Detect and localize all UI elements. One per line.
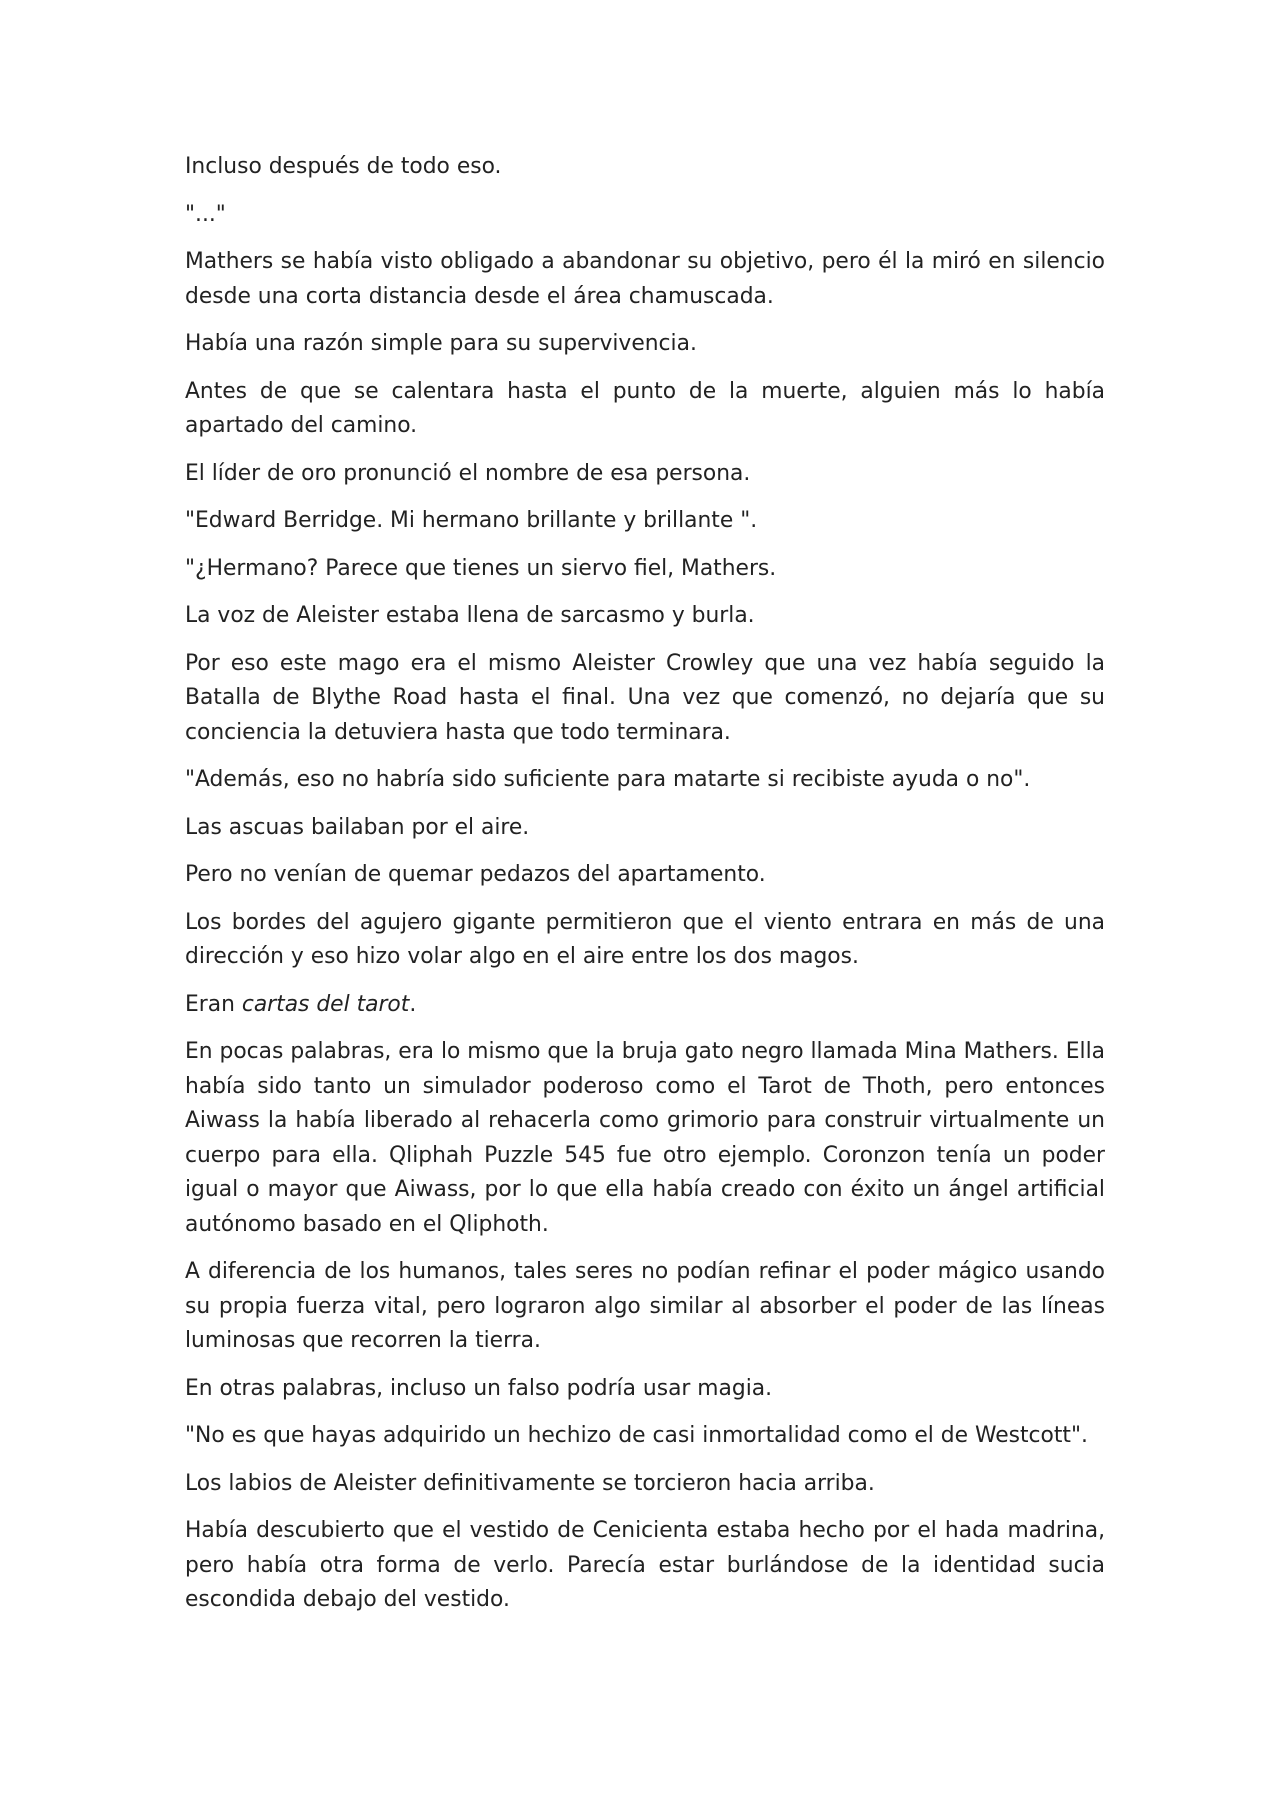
- tarot-prefix: Eran: [185, 991, 242, 1017]
- paragraph: Los bordes del agujero gigante permitieron que el viento entrara en más de una dirección y eso hizo volar algo en el aire entre los dos magos.: [185, 909, 1105, 969]
- paragraph: Los labios de Aleister definitivamente se torcieron hacia arriba.: [185, 1470, 875, 1496]
- paragraph: A diferencia de los humanos, tales seres no podían refinar el poder mágico usando su propia fuerza vital, pero lograron algo similar al absorber el poder de las líneas luminosas que recorren la tierra.: [185, 1259, 1105, 1353]
- paragraph: "No es que hayas adquirido un hechizo de casi inmortalidad como el de Westcott".: [185, 1423, 1088, 1448]
- document-page: [185, 150, 1105, 1618]
- paragraph: El líder de oro pronunció el nombre de esa persona.: [185, 460, 751, 486]
- paragraph: "Además, eso no habría sido suficiente para matarte si recibiste ayuda o no".: [185, 767, 1031, 792]
- paragraph: Había descubierto que el vestido de Cenicienta estaba hecho por el hada madrina, pero había otra forma de verlo. Parecía estar burlándose de la identidad sucia escondida debajo del vestido.: [185, 1518, 1105, 1612]
- tarot-italic-text: cartas del tarot: [241, 991, 410, 1017]
- paragraph: "¿Hermano? Parece que tienes un siervo fiel, Mathers.: [185, 555, 777, 581]
- tarot-suffix: .: [409, 991, 417, 1017]
- paragraph: Incluso después de todo eso.: [185, 154, 502, 179]
- paragraph: Las ascuas bailaban por el aire.: [185, 814, 530, 840]
- paragraph: Mathers se había visto obligado a abandonar su objetivo, pero él la miró en silencio desde una corta distancia desde el área chamuscada.: [185, 249, 1105, 309]
- paragraph: Antes de que se calentara hasta el punto de la muerte, alguien más lo había apartado del camino.: [185, 378, 1105, 438]
- paragraph: Por eso este mago era el mismo Aleister Crowley que una vez había seguido la Batalla de Blythe Road hasta el final. Una vez que comenzó, no dejaría que su conciencia la detuviera hasta que todo terminara.: [185, 650, 1105, 745]
- paragraph: "...": [185, 201, 226, 227]
- paragraph: "Edward Berridge. Mi hermano brillante y brillante ".: [185, 508, 758, 533]
- tarot-paragraph: [185, 988, 1105, 1023]
- paragraph: Había una razón simple para su supervivencia.: [185, 331, 697, 356]
- paragraph: En pocas palabras, era lo mismo que la bruja gato negro llamada Mina Mathers. Ella había sido tanto un simulador poderoso como el Tarot de Thoth, pero entonces Aiwass la había liberado al rehacerla como grimorio para construir virtualmente un cuerpo para ella. Qliphah Puzzle 545 fue otro ejemplo. Coronzon tenía un poder igual o mayor que Aiwass, por lo que ella había creado con éxito un ángel artificial autónomo basado en el Qliphoth.: [185, 1039, 1105, 1237]
- paragraph: En otras palabras, incluso un falso podría usar magia.: [185, 1375, 773, 1401]
- paragraph: La voz de Aleister estaba llena de sarcasmo y burla.: [185, 603, 755, 628]
- paragraph: Pero no venían de quemar pedazos del apartamento.: [185, 862, 766, 887]
